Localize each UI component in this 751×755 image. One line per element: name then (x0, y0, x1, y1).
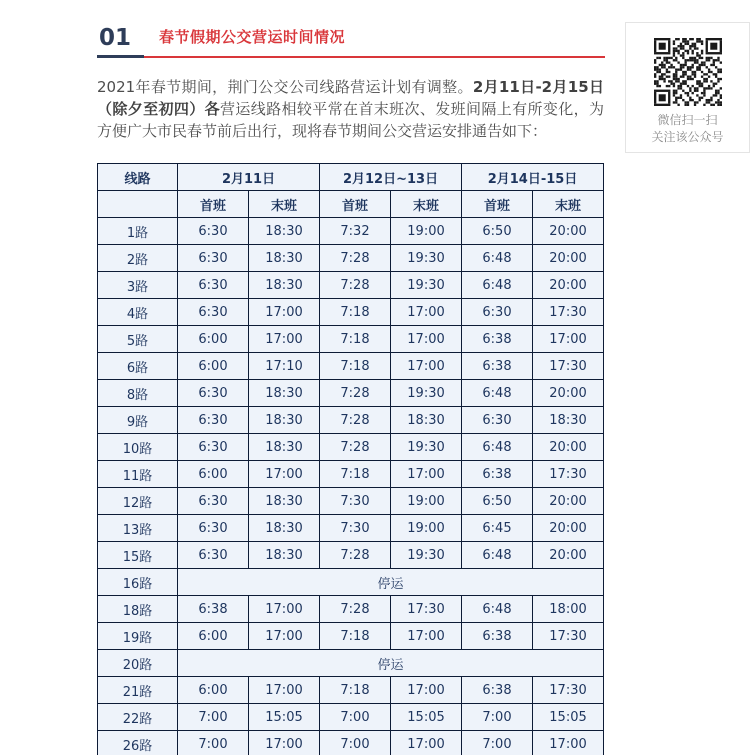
time-cell: 7:28 (320, 596, 391, 623)
last-bus-header: 末班 (391, 191, 462, 218)
time-cell: 18:30 (249, 245, 320, 272)
section-title-underline (144, 26, 605, 58)
time-cell: 17:00 (249, 461, 320, 488)
time-cell: 6:00 (178, 326, 249, 353)
table-row (98, 353, 604, 380)
route-cell: 22路 (98, 704, 178, 731)
route-cell: 12路 (98, 488, 178, 515)
time-cell: 7:18 (320, 353, 391, 380)
bus-schedule-table (97, 163, 604, 755)
date-header-row (98, 164, 604, 191)
table-row (98, 434, 604, 461)
route-cell: 9路 (98, 407, 178, 434)
subheader-row (98, 191, 604, 218)
time-cell: 20:00 (533, 272, 604, 299)
table-row (98, 218, 604, 245)
table-row (98, 407, 604, 434)
route-cell: 3路 (98, 272, 178, 299)
time-cell: 6:30 (178, 218, 249, 245)
time-cell: 6:48 (462, 596, 533, 623)
intro-rest: 营运线路相较平常在首末班次、发班间隔上有所变化，为方便广大市民春节前后出行，现将春节期间公交营运安排通告如下： (97, 100, 604, 140)
time-cell: 17:00 (391, 623, 462, 650)
time-cell: 17:30 (533, 623, 604, 650)
time-cell: 6:30 (178, 515, 249, 542)
time-cell: 18:30 (249, 542, 320, 569)
time-cell: 18:30 (533, 407, 604, 434)
time-cell: 20:00 (533, 515, 604, 542)
time-cell: 7:18 (320, 461, 391, 488)
time-cell: 6:30 (178, 434, 249, 461)
time-cell: 6:38 (462, 461, 533, 488)
time-cell: 20:00 (533, 380, 604, 407)
time-cell: 18:30 (249, 434, 320, 461)
time-cell: 7:28 (320, 407, 391, 434)
time-cell: 7:00 (462, 731, 533, 755)
schedule-table-body (98, 218, 604, 755)
time-cell: 6:30 (178, 380, 249, 407)
route-cell: 5路 (98, 326, 178, 353)
route-cell: 21路 (98, 677, 178, 704)
time-cell: 17:00 (391, 299, 462, 326)
qr-caption-line1: 微信扫一扫 (657, 113, 718, 127)
time-cell: 17:30 (391, 596, 462, 623)
time-cell: 19:30 (391, 542, 462, 569)
time-cell: 18:30 (249, 488, 320, 515)
route-cell: 4路 (98, 299, 178, 326)
time-cell: 17:00 (533, 326, 604, 353)
intro-emphasis: 2月11日-2月15日（除夕至初四）各 (97, 78, 604, 118)
time-cell: 18:30 (249, 380, 320, 407)
route-cell: 1路 (98, 218, 178, 245)
table-row (98, 596, 604, 623)
time-cell: 17:00 (391, 353, 462, 380)
time-cell: 20:00 (533, 488, 604, 515)
time-cell: 6:30 (462, 407, 533, 434)
time-cell: 19:30 (391, 245, 462, 272)
first-bus-header: 首班 (178, 191, 249, 218)
table-row (98, 488, 604, 515)
table-row (98, 326, 604, 353)
time-cell: 19:30 (391, 434, 462, 461)
route-cell: 13路 (98, 515, 178, 542)
time-cell: 19:00 (391, 488, 462, 515)
time-cell: 6:38 (462, 353, 533, 380)
qr-code (654, 38, 722, 106)
time-cell: 20:00 (533, 218, 604, 245)
time-cell: 7:28 (320, 434, 391, 461)
time-cell: 15:05 (533, 704, 604, 731)
time-cell: 17:00 (249, 731, 320, 755)
time-cell: 17:00 (249, 299, 320, 326)
time-cell: 19:00 (391, 515, 462, 542)
route-cell: 26路 (98, 731, 178, 755)
time-cell: 18:30 (249, 218, 320, 245)
time-cell: 6:48 (462, 434, 533, 461)
time-cell: 7:28 (320, 245, 391, 272)
time-cell: 17:00 (249, 596, 320, 623)
time-cell: 6:38 (462, 677, 533, 704)
time-cell: 6:50 (462, 488, 533, 515)
time-cell: 17:00 (249, 623, 320, 650)
section-title: 春节假期公交营运时间情况 (159, 28, 346, 46)
time-cell: 6:48 (462, 272, 533, 299)
table-row (98, 650, 604, 677)
route-cell: 10路 (98, 434, 178, 461)
table-row (98, 515, 604, 542)
date-group-header: 2月14日-15日 (462, 164, 604, 191)
time-cell: 19:00 (391, 218, 462, 245)
route-cell: 20路 (98, 650, 178, 677)
time-cell: 6:00 (178, 353, 249, 380)
time-cell: 6:30 (178, 245, 249, 272)
time-cell: 17:00 (249, 326, 320, 353)
time-cell: 17:30 (533, 353, 604, 380)
time-cell: 18:30 (249, 407, 320, 434)
intro-paragraph (97, 76, 604, 142)
empty-header-cell (98, 191, 178, 218)
time-cell: 7:00 (320, 704, 391, 731)
table-row (98, 380, 604, 407)
last-bus-header: 末班 (533, 191, 604, 218)
route-cell: 19路 (98, 623, 178, 650)
time-cell: 7:00 (178, 704, 249, 731)
intro-lead: 2021年春节期间，荆门公交公司线路营运计划有调整。 (97, 78, 473, 96)
table-row (98, 461, 604, 488)
time-cell: 7:18 (320, 299, 391, 326)
time-cell: 17:30 (533, 461, 604, 488)
time-cell: 6:30 (178, 272, 249, 299)
time-cell: 6:30 (462, 299, 533, 326)
time-cell: 6:00 (178, 677, 249, 704)
table-header (98, 164, 604, 218)
time-cell: 6:00 (178, 623, 249, 650)
time-cell: 17:00 (391, 461, 462, 488)
time-cell: 6:30 (178, 407, 249, 434)
date-group-header: 2月11日 (178, 164, 320, 191)
time-cell: 6:30 (178, 299, 249, 326)
time-cell: 18:30 (249, 272, 320, 299)
time-cell: 17:00 (391, 731, 462, 755)
route-cell: 8路 (98, 380, 178, 407)
time-cell: 7:28 (320, 272, 391, 299)
time-cell: 7:00 (320, 731, 391, 755)
date-group-header: 2月12日~13日 (320, 164, 462, 191)
time-cell: 17:00 (391, 677, 462, 704)
qr-panel (625, 22, 750, 153)
route-cell: 18路 (98, 596, 178, 623)
table-row (98, 704, 604, 731)
table-row (98, 542, 604, 569)
time-cell: 20:00 (533, 434, 604, 461)
time-cell: 15:05 (391, 704, 462, 731)
time-cell: 20:00 (533, 245, 604, 272)
time-cell: 7:28 (320, 380, 391, 407)
time-cell: 7:00 (462, 704, 533, 731)
time-cell: 6:38 (178, 596, 249, 623)
time-cell: 6:50 (462, 218, 533, 245)
time-cell: 17:00 (249, 677, 320, 704)
time-cell: 6:38 (462, 326, 533, 353)
time-cell: 18:30 (391, 407, 462, 434)
first-bus-header: 首班 (320, 191, 391, 218)
time-cell: 17:30 (533, 299, 604, 326)
section-header (97, 26, 605, 58)
time-cell: 6:48 (462, 542, 533, 569)
suspended-cell: 停运 (178, 650, 604, 677)
time-cell: 17:10 (249, 353, 320, 380)
table-row (98, 272, 604, 299)
time-cell: 15:05 (249, 704, 320, 731)
time-cell: 7:18 (320, 326, 391, 353)
time-cell: 7:32 (320, 218, 391, 245)
qr-caption-line2: 关注该公众号 (651, 130, 724, 144)
time-cell: 17:00 (391, 326, 462, 353)
route-cell: 2路 (98, 245, 178, 272)
time-cell: 6:30 (178, 542, 249, 569)
time-cell: 19:30 (391, 272, 462, 299)
route-cell: 11路 (98, 461, 178, 488)
section-number: 01 (97, 27, 144, 58)
time-cell: 7:00 (178, 731, 249, 755)
first-bus-header: 首班 (462, 191, 533, 218)
time-cell: 6:48 (462, 380, 533, 407)
table-row (98, 677, 604, 704)
time-cell: 20:00 (533, 542, 604, 569)
time-cell: 18:30 (249, 515, 320, 542)
suspended-cell: 停运 (178, 569, 604, 596)
table-row (98, 299, 604, 326)
time-cell: 18:00 (533, 596, 604, 623)
time-cell: 7:28 (320, 542, 391, 569)
time-cell: 19:30 (391, 380, 462, 407)
route-cell: 16路 (98, 569, 178, 596)
time-cell: 6:48 (462, 245, 533, 272)
time-cell: 6:00 (178, 461, 249, 488)
route-cell: 6路 (98, 353, 178, 380)
table-row (98, 569, 604, 596)
time-cell: 6:38 (462, 623, 533, 650)
table-row (98, 245, 604, 272)
route-column-header: 线路 (98, 164, 178, 191)
table-row (98, 731, 604, 755)
table-row (98, 623, 604, 650)
last-bus-header: 末班 (249, 191, 320, 218)
time-cell: 7:18 (320, 623, 391, 650)
time-cell: 17:30 (533, 677, 604, 704)
time-cell: 7:30 (320, 515, 391, 542)
time-cell: 7:30 (320, 488, 391, 515)
time-cell: 7:18 (320, 677, 391, 704)
time-cell: 17:00 (533, 731, 604, 755)
time-cell: 6:45 (462, 515, 533, 542)
time-cell: 6:30 (178, 488, 249, 515)
route-cell: 15路 (98, 542, 178, 569)
